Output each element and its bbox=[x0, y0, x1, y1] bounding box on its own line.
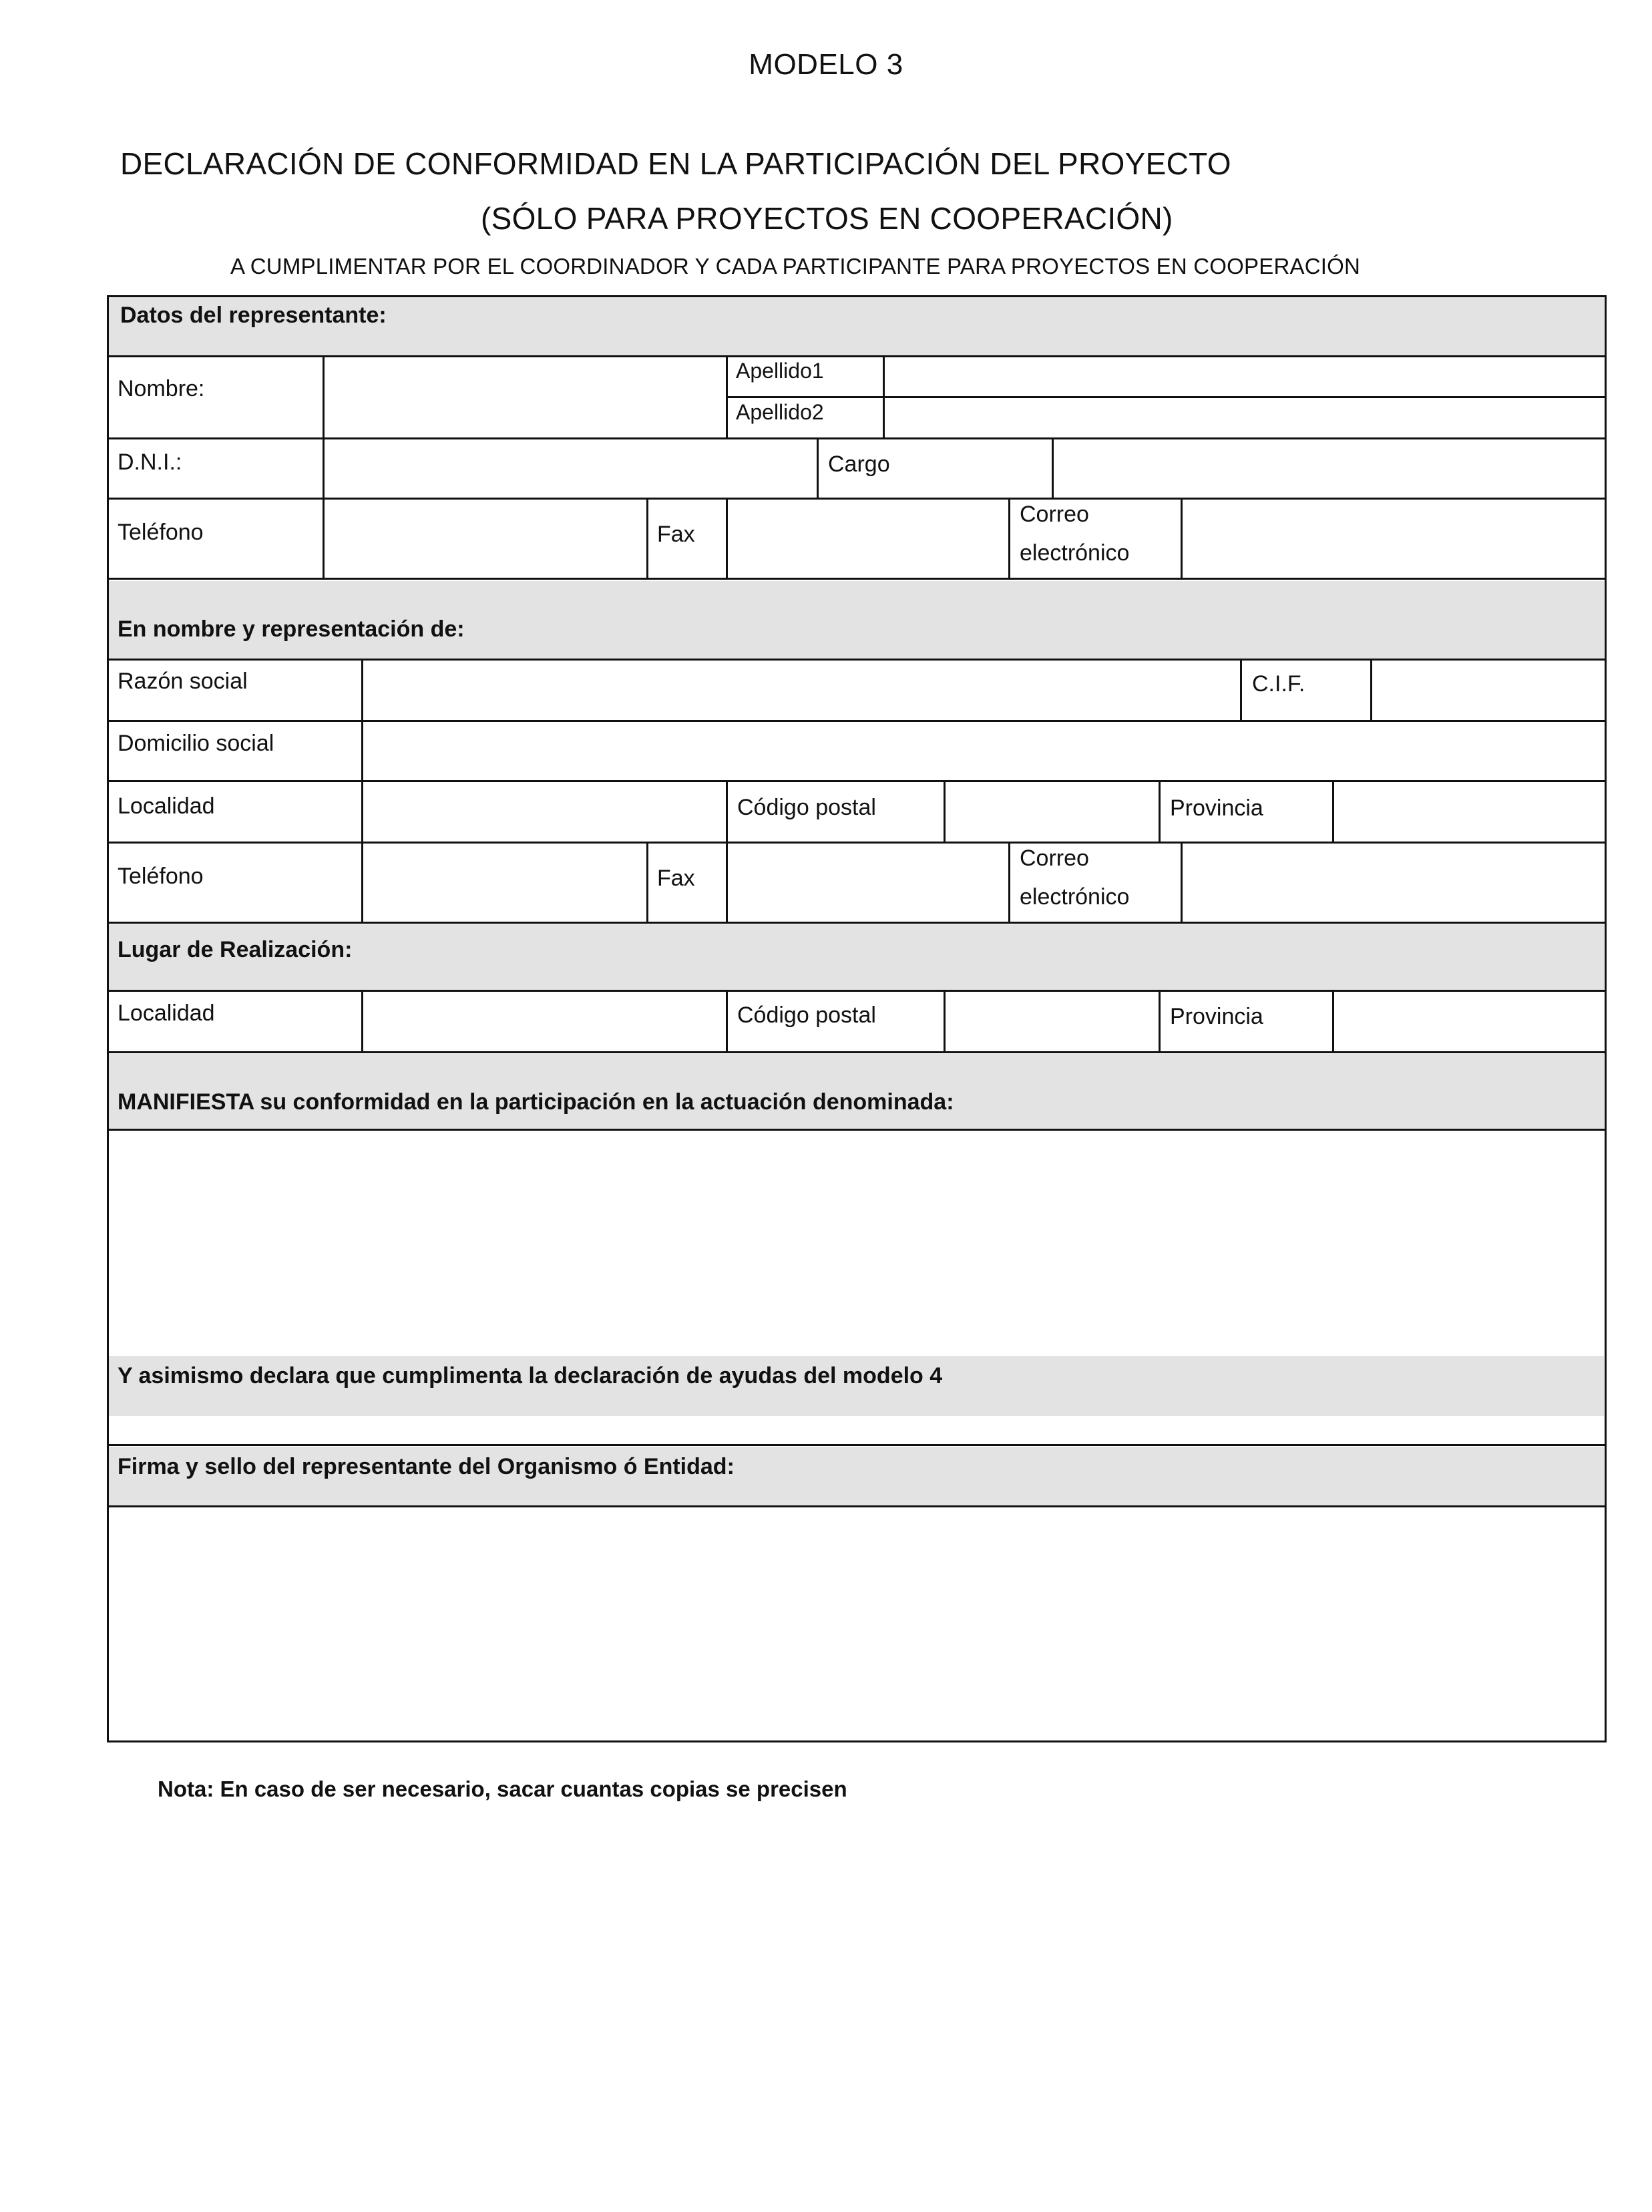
label-nombre: Nombre: bbox=[118, 376, 205, 401]
location-localidad-field[interactable] bbox=[364, 992, 725, 1050]
codigo-postal-field[interactable] bbox=[946, 783, 1157, 840]
domicilio-social-field[interactable] bbox=[364, 723, 1603, 779]
label-cargo: Cargo bbox=[828, 451, 890, 477]
telefono-field[interactable] bbox=[325, 500, 645, 577]
label-location-localidad: Localidad bbox=[118, 1000, 215, 1026]
signature-area[interactable] bbox=[110, 1508, 1603, 1739]
provincia-field[interactable] bbox=[1335, 783, 1603, 840]
location-provincia-field[interactable] bbox=[1335, 992, 1603, 1050]
label-dni: D.N.I.: bbox=[118, 449, 182, 475]
section-title-representative: Datos del representante: bbox=[120, 303, 387, 328]
razon-social-field[interactable] bbox=[364, 661, 1239, 719]
entity-correo-field[interactable] bbox=[1183, 844, 1603, 921]
label-telefono: Teléfono bbox=[118, 520, 204, 545]
dni-field[interactable] bbox=[325, 440, 815, 497]
signature-label: Firma y sello del representante del Organismo ó Entidad: bbox=[118, 1454, 735, 1479]
entity-fax-field[interactable] bbox=[729, 844, 1007, 921]
label-entity-telefono: Teléfono bbox=[118, 864, 204, 889]
label-apellido2: Apellido2 bbox=[736, 400, 824, 424]
document-heading-line2: (SÓLO PARA PROYECTOS EN COOPERACIÓN) bbox=[481, 201, 1173, 236]
label-domicilio-social: Domicilio social bbox=[118, 731, 274, 756]
label-entity-correo-line2: electrónico bbox=[1020, 884, 1130, 910]
label-location-codigo-postal: Código postal bbox=[737, 1002, 876, 1028]
label-codigo-postal: Código postal bbox=[737, 795, 876, 820]
document-subheading: A CUMPLIMENTAR POR EL COORDINADOR Y CADA PARTICIPANTE PARA PROYECTOS EN COOPERACIÓN bbox=[230, 254, 1360, 279]
label-razon-social: Razón social bbox=[118, 669, 248, 694]
label-correo-line2: electrónico bbox=[1020, 540, 1130, 566]
cargo-field[interactable] bbox=[1054, 440, 1603, 497]
label-fax: Fax bbox=[657, 522, 695, 547]
fax-field[interactable] bbox=[729, 500, 1007, 577]
label-localidad: Localidad bbox=[118, 793, 215, 819]
page-title: MODELO 3 bbox=[749, 48, 903, 81]
correo-field[interactable] bbox=[1183, 500, 1603, 577]
nombre-field[interactable] bbox=[325, 358, 725, 437]
footer-note: Nota: En caso de ser necesario, sacar cuantas copias se precisen bbox=[158, 1777, 847, 1801]
label-cif: C.I.F. bbox=[1252, 671, 1305, 697]
label-apellido1: Apellido1 bbox=[736, 359, 824, 383]
actuacion-denominada-field[interactable] bbox=[110, 1131, 1603, 1352]
section-title-entity: En nombre y representación de: bbox=[118, 616, 465, 642]
label-entity-fax: Fax bbox=[657, 866, 695, 891]
localidad-field[interactable] bbox=[364, 783, 725, 840]
document-heading-line1: DECLARACIÓN DE CONFORMIDAD EN LA PARTICIPACIÓN DEL PROYECTO bbox=[120, 146, 1231, 181]
cif-field[interactable] bbox=[1373, 661, 1603, 719]
apellido1-field[interactable] bbox=[885, 358, 1604, 395]
label-location-provincia: Provincia bbox=[1170, 1004, 1263, 1029]
location-codigo-postal-field[interactable] bbox=[946, 992, 1157, 1050]
label-provincia: Provincia bbox=[1170, 795, 1263, 821]
entity-telefono-field[interactable] bbox=[364, 844, 645, 921]
label-entity-correo-line1: Correo bbox=[1020, 846, 1089, 871]
label-correo-line1: Correo bbox=[1020, 502, 1089, 527]
section-title-location: Lugar de Realización: bbox=[118, 937, 353, 962]
apellido2-field[interactable] bbox=[885, 399, 1604, 437]
manifiesta-statement: MANIFIESTA su conformidad en la participación en la actuación denominada: bbox=[118, 1089, 954, 1115]
asimismo-statement: Y asimismo declara que cumplimenta la declaración de ayudas del modelo 4 bbox=[118, 1363, 943, 1389]
